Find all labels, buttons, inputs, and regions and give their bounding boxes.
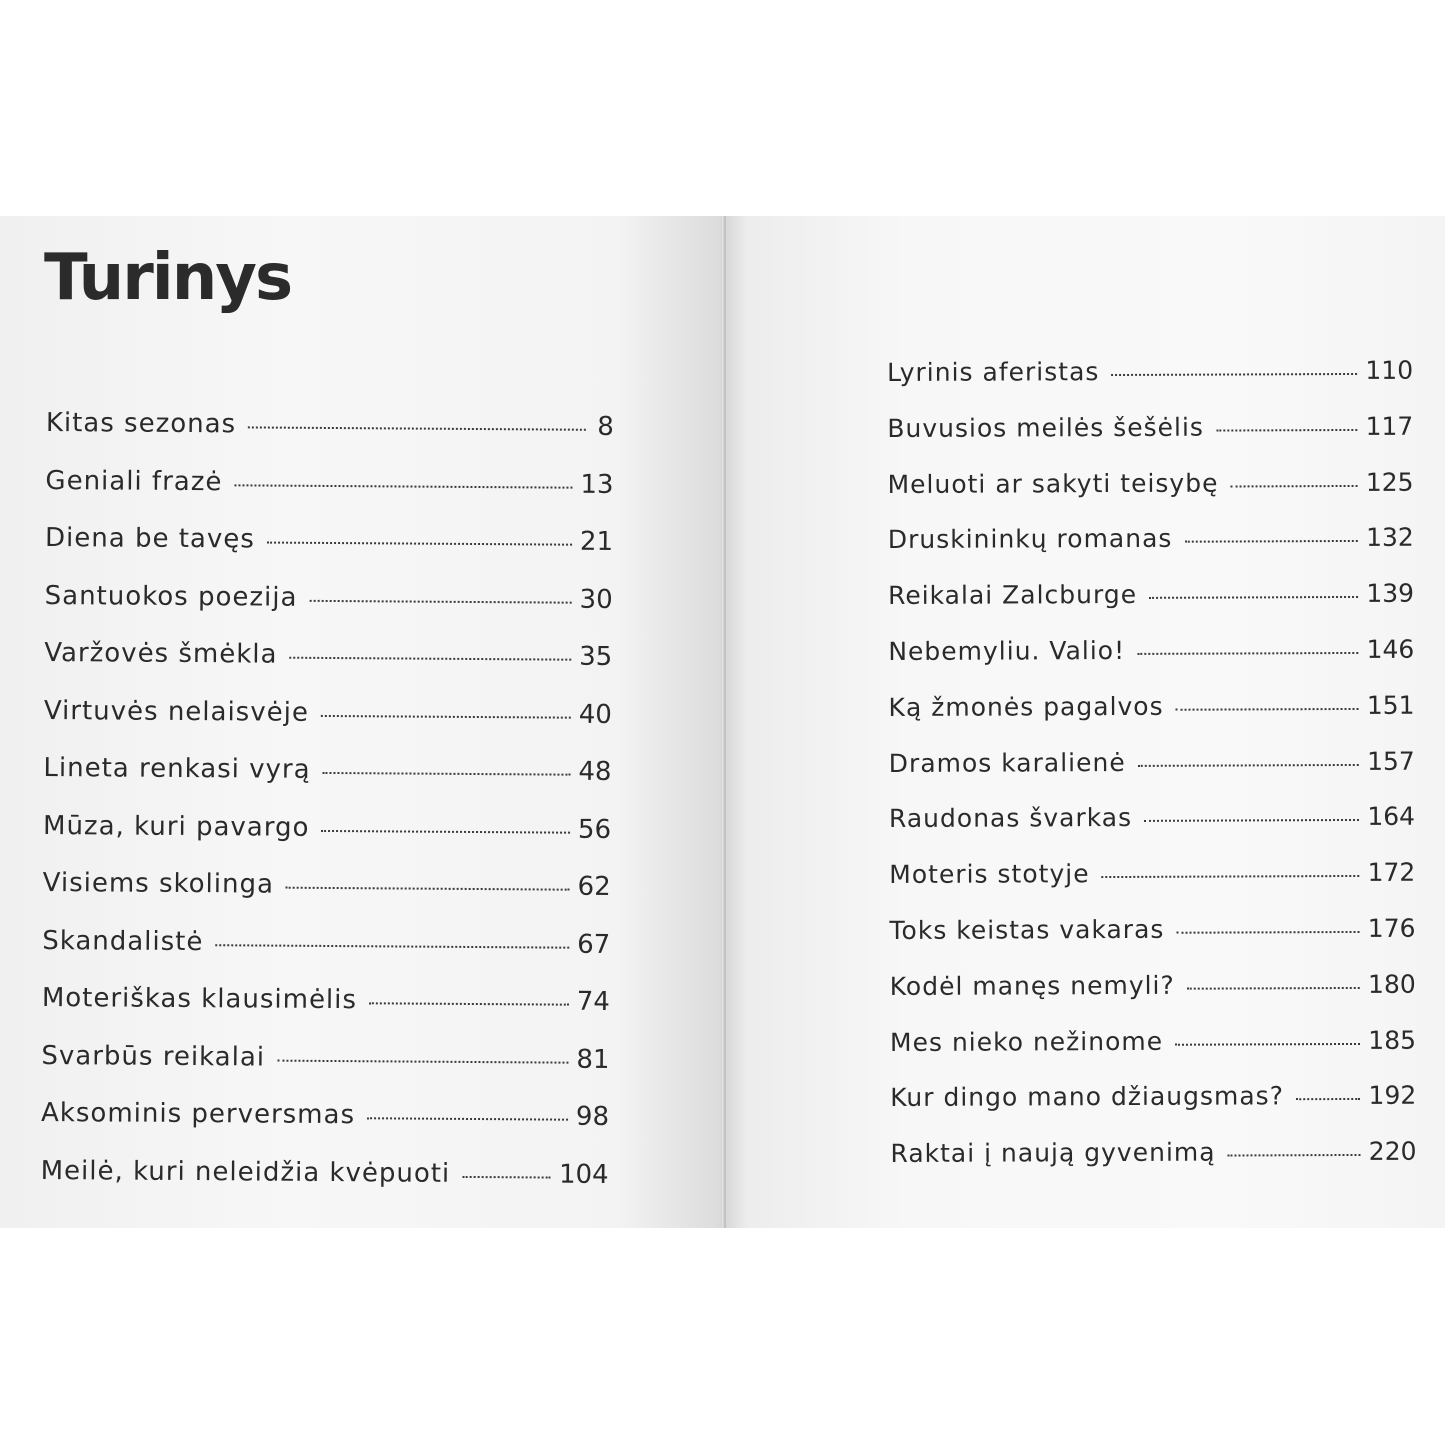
dot-leader: [1296, 1098, 1361, 1100]
dot-leader: [289, 657, 571, 661]
toc-entry-title: Nebemyliu. Valio!: [888, 635, 1126, 666]
toc-entry-page-number: 157: [1366, 746, 1415, 776]
toc-entry-page-number: 132: [1366, 523, 1414, 553]
toc-entry-title: Mes nieko nežinome: [889, 1026, 1164, 1057]
toc-entry-page-number: 180: [1367, 969, 1416, 999]
toc-entry-page-number: 220: [1368, 1136, 1417, 1167]
toc-entry: [887, 412, 1413, 470]
toc-entry-title: Varžovės šmėkla: [44, 637, 278, 670]
toc-entry-page-number: 35: [579, 641, 613, 672]
toc-entry-page-number: 151: [1366, 690, 1415, 720]
dot-leader: [1230, 485, 1357, 488]
toc-entry-page-number: 62: [577, 871, 611, 902]
dot-leader: [215, 944, 569, 948]
toc-entry-title: Raudonas švarkas: [888, 803, 1133, 834]
dot-leader: [323, 772, 571, 776]
dot-leader: [277, 1059, 568, 1063]
toc-entry-title: Dramos karalienė: [888, 747, 1126, 778]
toc-entry-page-number: 164: [1367, 802, 1416, 832]
dot-leader: [286, 887, 570, 891]
dot-leader: [1216, 429, 1358, 432]
toc-entry: [890, 1137, 1416, 1195]
toc-entry: [41, 1098, 609, 1159]
toc-entry-page-number: 98: [575, 1101, 610, 1132]
toc-entry: [888, 523, 1414, 581]
toc-entry-page-number: 13: [580, 469, 614, 500]
dot-leader: [1176, 708, 1359, 711]
toc-entry-page-number: 117: [1365, 411, 1414, 441]
dot-leader: [1228, 1154, 1361, 1157]
toc-entry-page-number: 192: [1368, 1081, 1417, 1111]
dot-leader: [1184, 540, 1358, 543]
toc-entry-title: Raktai į naują gyvenimą: [890, 1137, 1216, 1169]
toc-entry: [889, 858, 1415, 916]
dot-leader: [321, 829, 570, 833]
toc-entry-title: Kitas sezonas: [45, 408, 237, 440]
toc-entry-page-number: 185: [1368, 1025, 1417, 1055]
toc-entry-title: Reikalai Zalcburge: [887, 580, 1138, 611]
toc-entry-page-number: 146: [1366, 634, 1415, 664]
toc-entry-title: Virtuvės nelaisvėje: [43, 695, 309, 728]
toc-entry: [40, 1155, 608, 1216]
toc-entry: [44, 695, 612, 756]
dot-leader: [1102, 875, 1360, 878]
page-title: Turinys: [44, 241, 292, 315]
toc-entry: [42, 983, 610, 1044]
dot-leader: [1111, 373, 1357, 376]
toc-entry-page-number: 139: [1366, 578, 1415, 609]
toc-entry-page-number: 30: [579, 584, 613, 615]
toc-entry: [889, 746, 1415, 804]
dot-leader: [1175, 1043, 1360, 1046]
toc-entry-page-number: 176: [1367, 913, 1416, 943]
dot-leader: [234, 484, 572, 488]
toc-entry-title: Kodėl manęs nemyli?: [889, 970, 1175, 1001]
toc-entry: [890, 969, 1416, 1027]
toc-entry: [888, 635, 1414, 693]
toc-entry: [44, 638, 612, 699]
dot-leader: [321, 714, 571, 718]
toc-entry-title: Skandalistė: [42, 925, 204, 957]
toc-entry-page-number: 125: [1365, 467, 1414, 497]
toc-entry: [41, 1040, 609, 1101]
toc-entry-title: Lyrinis aferistas: [887, 357, 1100, 387]
toc-entry-page-number: 104: [558, 1159, 609, 1190]
dot-leader: [369, 1002, 569, 1005]
toc-entry-page-number: 67: [577, 929, 611, 960]
toc-entry-title: Kur dingo mano džiaugsmas?: [890, 1081, 1285, 1113]
toc-entry: [42, 868, 610, 929]
toc-entry-page-number: 56: [577, 814, 612, 845]
left-page: [0, 216, 726, 1228]
toc-entry: [889, 802, 1415, 860]
toc-entry: [887, 356, 1413, 414]
toc-entry: [43, 753, 611, 814]
toc-entry-page-number: 74: [576, 986, 610, 1017]
toc-entry: [44, 580, 612, 641]
dot-leader: [248, 426, 586, 430]
dot-leader: [1144, 819, 1359, 822]
toc-entry-page-number: 21: [579, 526, 614, 557]
toc-entry: [888, 690, 1414, 748]
toc-entry-title: Druskininkų romanas: [887, 524, 1173, 555]
toc-entry-page-number: 48: [578, 756, 612, 787]
toc-entry: [43, 810, 611, 871]
toc-entry-title: Svarbūs reikalai: [41, 1040, 266, 1073]
dot-leader: [462, 1175, 551, 1178]
dot-leader: [1137, 652, 1358, 655]
toc-entry-title: Diena be tavęs: [44, 522, 255, 555]
toc-entry: [887, 467, 1413, 525]
dot-leader: [267, 542, 572, 546]
toc-entry-page-number: 110: [1365, 355, 1414, 385]
toc-entry-page-number: 81: [576, 1044, 610, 1075]
dot-leader: [1138, 764, 1359, 767]
toc-entry: [890, 1081, 1416, 1139]
toc-entry-title: Buvusios meilės šešėlis: [887, 412, 1204, 443]
toc-entry: [889, 914, 1415, 972]
toc-entry-title: Moteriškas klausimėlis: [41, 982, 358, 1016]
dot-leader: [367, 1117, 568, 1120]
toc-entry: [888, 579, 1414, 637]
toc-entry-title: Geniali frazė: [45, 465, 223, 497]
dot-leader: [1149, 596, 1358, 599]
toc-entry-title: Moteris stotyje: [889, 859, 1090, 890]
toc-entry-title: Mūza, kuri pavargo: [42, 810, 310, 843]
toc-left-column: [40, 408, 614, 1217]
toc-entry-title: Meilė, kuri neleidžia kvėpuoti: [40, 1155, 451, 1189]
toc-entry: [42, 925, 610, 986]
toc-entry: [890, 1025, 1416, 1083]
toc-entry-title: Santuokos poezija: [44, 580, 298, 613]
dot-leader: [1176, 931, 1359, 934]
toc-entry-title: Lineta renkasi vyrą: [43, 752, 311, 785]
toc-entry-title: Ką žmonės pagalvos: [888, 691, 1164, 722]
toc-entry-title: Visiems skolinga: [42, 867, 275, 900]
toc-entry-title: Meluoti ar sakyti teisybę: [887, 468, 1219, 499]
toc-entry-title: Toks keistas vakaras: [889, 914, 1165, 945]
toc-entry-page-number: 40: [578, 699, 612, 730]
toc-entry-page-number: 172: [1367, 857, 1416, 888]
toc-entry: [46, 408, 614, 469]
dot-leader: [1187, 987, 1360, 990]
toc-entry: [45, 523, 613, 584]
toc-right-column: [887, 356, 1417, 1195]
toc-entry-title: Aksominis perversmas: [40, 1097, 356, 1131]
dot-leader: [309, 599, 571, 603]
open-book: [0, 216, 1445, 1228]
toc-entry-page-number: 8: [597, 411, 614, 442]
toc-entry: [45, 465, 613, 526]
